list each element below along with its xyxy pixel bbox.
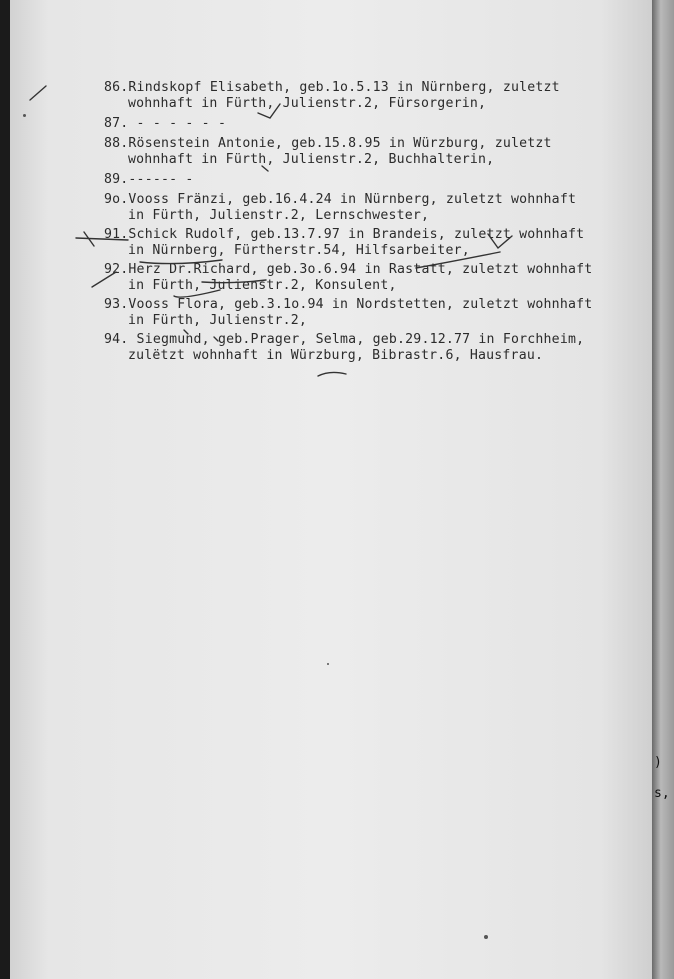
margin-mark: s,: [654, 786, 670, 801]
entry-line: in Fürth, Julienstr.2, Konsulent,: [128, 278, 397, 293]
entry-line: 87. - - - - - -: [104, 116, 227, 131]
margin-mark: ): [654, 755, 662, 770]
list-entry-92: [104, 262, 644, 294]
entry-line: in Nürnberg, Fürtherstr.54, Hilfsarbeiter,: [128, 243, 470, 258]
entry-line: 9o.Vooss Fränzi, geb.16.4.24 in Nürnberg, zuletzt wohnhaft: [104, 192, 577, 207]
entry-line: zulëtzt wohnhaft in Würzburg, Bibrastr.6, Hausfrau.: [128, 348, 544, 363]
list-entry-94: [104, 332, 644, 364]
entry-line: 93.Vooss Flora, geb.3.1o.94 in Nordstetten, zuletzt wohnhaft: [104, 297, 593, 312]
ink-speck: [23, 114, 26, 117]
typed-list: [104, 80, 644, 367]
entry-line: in Fürth, Julienstr.2, Lernschwester,: [128, 208, 430, 223]
entry-line: wohnhaft in Fürth, Julienstr.2, Fürsorgerin,: [128, 96, 487, 111]
list-entry-87: [104, 116, 644, 132]
ink-speck: [327, 663, 329, 665]
list-entry-90: [104, 192, 644, 224]
entry-line: 91.Schick Rudolf, geb.13.7.97 in Brandeis, zuletzt wohnhaft: [104, 227, 585, 242]
list-entry-88: [104, 136, 644, 168]
scan-left-edge: [0, 0, 10, 979]
scan-right-edge: [652, 0, 674, 979]
entry-line: 94. Siegmund, geb.Prager, Selma, geb.29.12.77 in Forchheim,: [104, 332, 585, 347]
list-entry-91: [104, 227, 644, 259]
entry-line: 92.Herz Dr.Richard, geb.3o.6.94 in Rastatt, zuletzt wohnhaft: [104, 262, 593, 277]
entry-line: 86.Rindskopf Elisabeth, geb.1o.5.13 in Nürnberg, zuletzt: [104, 80, 560, 95]
list-entry-93: [104, 297, 644, 329]
list-entry-86: [104, 80, 644, 112]
ink-speck: [484, 935, 488, 939]
entry-line: 88.Rösenstein Antonie, geb.15.8.95 in Würzburg, zuletzt: [104, 136, 552, 151]
list-entry-89: [104, 172, 644, 188]
entry-line: in Fürth, Julienstr.2,: [128, 313, 308, 328]
entry-line: 89.------ -: [104, 172, 194, 187]
entry-line: wohnhaft in Fürth, Julienstr.2, Buchhalterin,: [128, 152, 495, 167]
